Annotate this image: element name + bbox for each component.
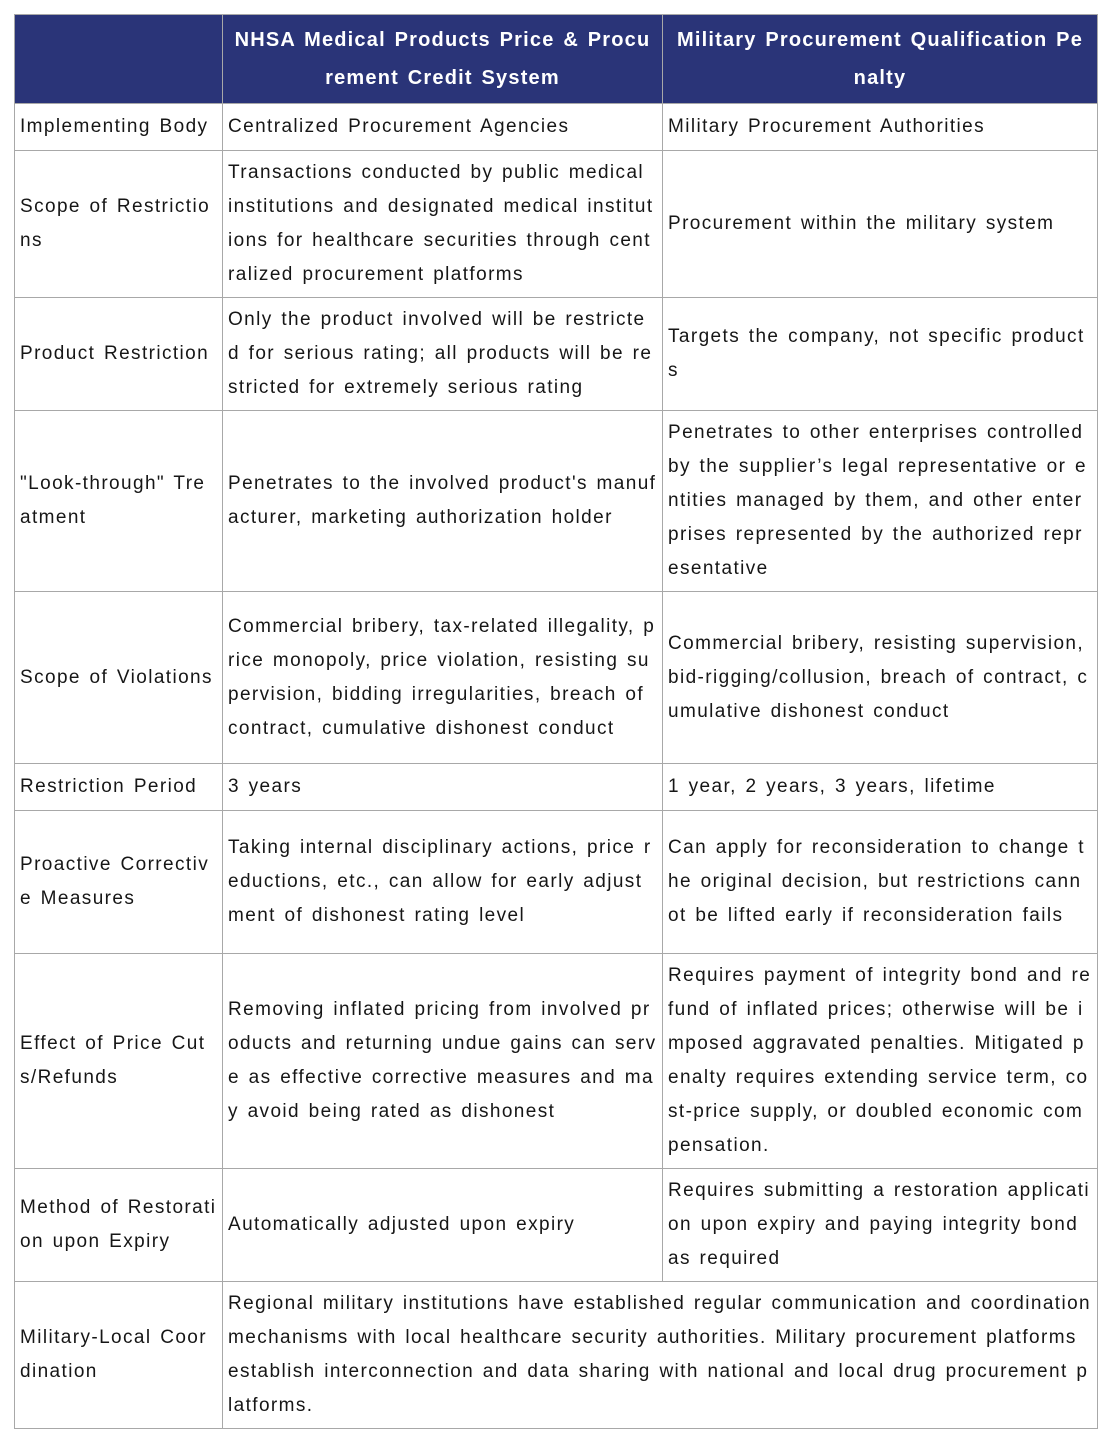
table-row <box>15 764 1098 811</box>
table-row <box>15 954 1098 1169</box>
military-cell: 1 year, 2 years, 3 years, lifetime <box>663 764 1098 811</box>
military-cell: Requires submitting a restoration application upon expiry and paying integrity bond as required <box>663 1169 1098 1282</box>
row-label: Scope of Violations <box>15 592 223 764</box>
table-row <box>15 811 1098 954</box>
nhsa-cell: Only the product involved will be restricted for serious rating; all products will be restricted for extremely serious rating <box>223 298 663 411</box>
table-row <box>15 298 1098 411</box>
military-cell: Targets the company, not specific products <box>663 298 1098 411</box>
nhsa-cell: Commercial bribery, tax-related illegality, price monopoly, price violation, resisting supervision, bidding irregularities, breach of contract, cumulative dishonest conduct <box>223 592 663 764</box>
comparison-table <box>14 14 1098 1429</box>
row-label: Military-Local Coordination <box>15 1282 223 1429</box>
military-cell: Requires payment of integrity bond and refund of inflated prices; otherwise will be imposed aggravated penalties. Mitigated penalty requires extending service term, cost-price supply, or doubled economic compensation. <box>663 954 1098 1169</box>
military-cell: Commercial bribery, resisting supervision, bid-rigging/collusion, breach of contract, cumulative dishonest conduct <box>663 592 1098 764</box>
row-label: Effect of Price Cuts/Refunds <box>15 954 223 1169</box>
row-label: Implementing Body <box>15 104 223 151</box>
row-label: Proactive Corrective Measures <box>15 811 223 954</box>
nhsa-cell: Taking internal disciplinary actions, price reductions, etc., can allow for early adjustment of dishonest rating level <box>223 811 663 954</box>
military-cell: Can apply for reconsideration to change the original decision, but restrictions cannot be lifted early if reconsideration fails <box>663 811 1098 954</box>
header-row <box>15 15 1098 104</box>
row-label: Method of Restoration upon Expiry <box>15 1169 223 1282</box>
nhsa-cell: Penetrates to the involved product's manufacturer, marketing authorization holder <box>223 411 663 592</box>
military-cell: Penetrates to other enterprises controlled by the supplier’s legal representative or entities managed by them, and other enterprises represented by the authorized representative <box>663 411 1098 592</box>
nhsa-cell: Automatically adjusted upon expiry <box>223 1169 663 1282</box>
table-row <box>15 411 1098 592</box>
nhsa-cell: 3 years <box>223 764 663 811</box>
row-label: Product Restriction <box>15 298 223 411</box>
row-label: Scope of Restrictions <box>15 151 223 298</box>
header-military-cell: Military Procurement Qualification Penalty <box>663 15 1098 104</box>
nhsa-cell: Transactions conducted by public medical institutions and designated medical institutions for healthcare securities through centralized procurement platforms <box>223 151 663 298</box>
military-cell: Procurement within the military system <box>663 151 1098 298</box>
nhsa-cell: Centralized Procurement Agencies <box>223 104 663 151</box>
nhsa-cell: Removing inflated pricing from involved products and returning undue gains can serve as effective corrective measures and may avoid being rated as dishonest <box>223 954 663 1169</box>
table-row <box>15 592 1098 764</box>
table-row <box>15 104 1098 151</box>
table-row <box>15 1169 1098 1282</box>
header-nhsa-cell: NHSA Medical Products Price & Procurement Credit System <box>223 15 663 104</box>
table-row <box>15 151 1098 298</box>
merged-cell: Regional military institutions have established regular communication and coordination mechanisms with local healthcare security authorities. Military procurement platforms establish interconnection and data sharing with national and local drug procurement platforms. <box>223 1282 1098 1429</box>
table-row <box>15 1282 1098 1429</box>
comparison-table-container <box>14 14 1098 1429</box>
header-blank-cell <box>15 15 223 104</box>
row-label: Restriction Period <box>15 764 223 811</box>
row-label: "Look-through" Treatment <box>15 411 223 592</box>
military-cell: Military Procurement Authorities <box>663 104 1098 151</box>
